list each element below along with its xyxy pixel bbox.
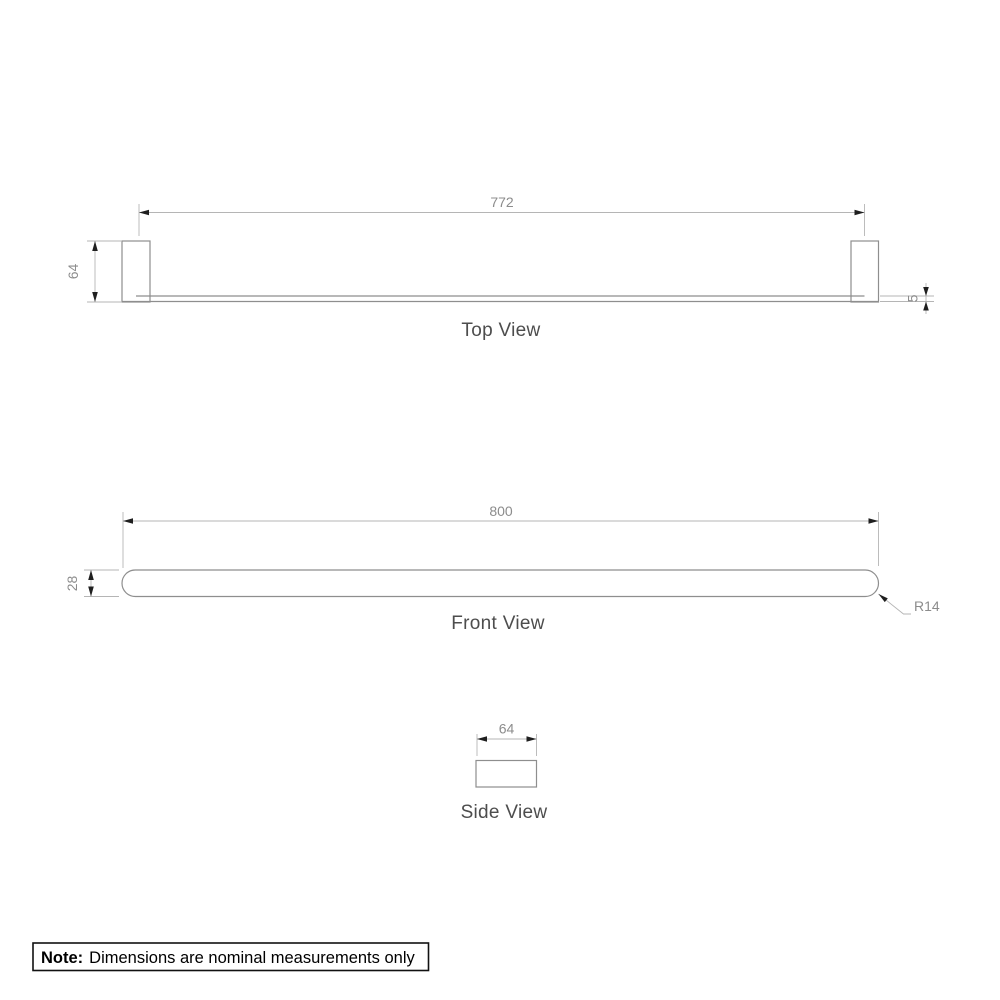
dim-arrow-top	[88, 570, 94, 580]
dim-arrow-bottom	[92, 292, 98, 302]
top-view-bracket-left	[122, 241, 150, 302]
front-view-dim-length	[123, 503, 879, 568]
dim-value-64-side: 64	[498, 720, 515, 737]
dim-value-772: 772	[490, 194, 514, 210]
top-view	[65, 194, 934, 341]
side-view-profile	[476, 761, 537, 788]
dim-arrow-bottom	[923, 302, 929, 311]
dim-arrow-right	[527, 736, 537, 742]
side-view	[461, 721, 548, 824]
top-view-label: Top View	[461, 320, 541, 341]
dim-extension-lines	[84, 570, 119, 597]
dim-arrow-top	[92, 241, 98, 251]
dim-arrow-right	[869, 518, 879, 524]
dim-value-800: 800	[489, 503, 513, 519]
note-prefix: Note:	[41, 949, 84, 967]
front-view-dim-radius	[879, 594, 940, 614]
dim-value-5: 5	[904, 294, 921, 303]
top-view-bracket-right	[851, 241, 879, 302]
front-view-label: Front View	[451, 613, 545, 634]
dim-extension-lines	[123, 512, 879, 568]
dim-arrow-left	[477, 736, 487, 742]
front-view	[64, 503, 940, 634]
dim-value-28: 28	[64, 575, 80, 592]
side-view-dim-width	[477, 721, 537, 757]
dim-value-64-depth: 64	[65, 263, 81, 280]
dim-arrow-top	[923, 287, 929, 296]
dim-arrow-bottom	[88, 587, 94, 597]
dim-value-r14: R14	[914, 598, 940, 614]
side-view-label: Side View	[460, 802, 548, 823]
dim-arrow-right	[855, 210, 865, 216]
front-view-dim-height	[64, 570, 119, 597]
dim-extension-lines	[87, 241, 122, 302]
front-view-rail	[122, 570, 879, 597]
top-view-dim-rail-thickness	[880, 283, 934, 314]
top-view-dim-depth	[65, 241, 122, 302]
dim-arrow-left	[123, 518, 133, 524]
note-body: Dimensions are nominal measurements only	[89, 949, 415, 967]
top-view-dim-width	[139, 194, 865, 236]
note-line	[41, 949, 415, 967]
dim-arrow-left	[139, 210, 149, 216]
note	[33, 943, 429, 971]
